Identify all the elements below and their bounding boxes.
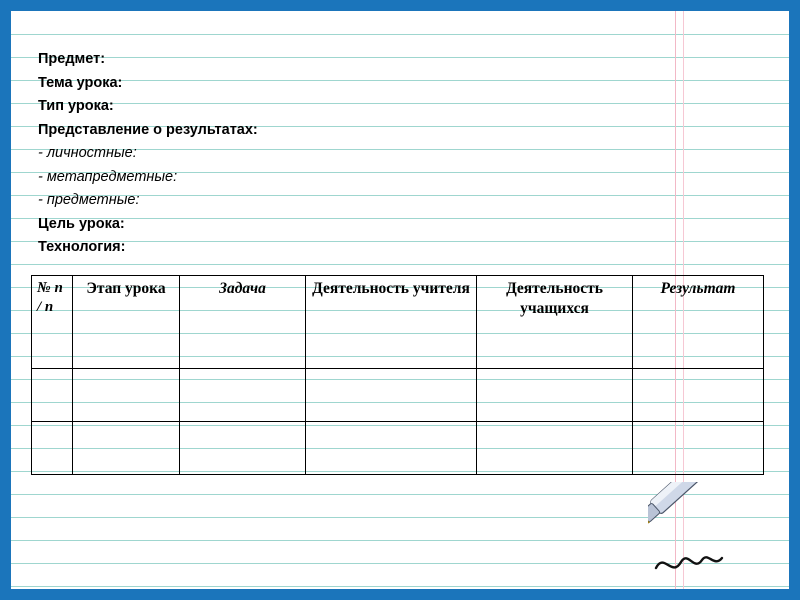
cell-number xyxy=(32,422,73,475)
slide-border-bottom xyxy=(0,589,800,600)
cell-number xyxy=(32,369,73,422)
lesson-plan-header xyxy=(38,48,578,260)
field-subject-results: - предметные: xyxy=(38,192,140,208)
table-header-row xyxy=(32,276,764,369)
cell-teacher-activity xyxy=(306,369,477,422)
cell-teacher-activity xyxy=(306,422,477,475)
fountain-pen-icon xyxy=(648,482,768,582)
field-technology: Технология: xyxy=(38,239,126,255)
column-header-task: Задача xyxy=(180,276,306,369)
table-row xyxy=(32,422,764,475)
field-lesson-goal: Цель урока: xyxy=(38,215,125,232)
cell-task xyxy=(180,422,306,475)
column-header-result: Результат xyxy=(633,276,764,369)
slide-border-left xyxy=(0,0,11,600)
cell-student-activity xyxy=(477,369,633,422)
field-metasubject-results: - метапредметные: xyxy=(38,168,178,185)
field-subject: Предмет: xyxy=(38,51,106,67)
slide-border-right xyxy=(789,0,800,600)
table-row xyxy=(32,369,764,422)
lesson-stages-table xyxy=(31,275,764,475)
field-results-overview: Представление о результатах: xyxy=(38,121,258,138)
cell-stage xyxy=(73,422,180,475)
column-header-number: № п / п xyxy=(32,276,73,369)
cell-result xyxy=(633,422,764,475)
column-header-stage: Этап урока xyxy=(73,276,180,369)
cell-result xyxy=(633,369,764,422)
field-lesson-type: Тип урока: xyxy=(38,98,114,114)
column-header-teacher-activity: Деятельность учителя xyxy=(306,276,477,369)
field-lesson-topic: Тема урока: xyxy=(38,74,123,91)
field-personal-results: - личностные: xyxy=(38,145,137,161)
slide-border-top xyxy=(0,0,800,11)
cell-stage xyxy=(73,369,180,422)
cell-student-activity xyxy=(477,422,633,475)
column-header-student-activity: Деятельность учащихся xyxy=(477,276,633,369)
cell-task xyxy=(180,369,306,422)
